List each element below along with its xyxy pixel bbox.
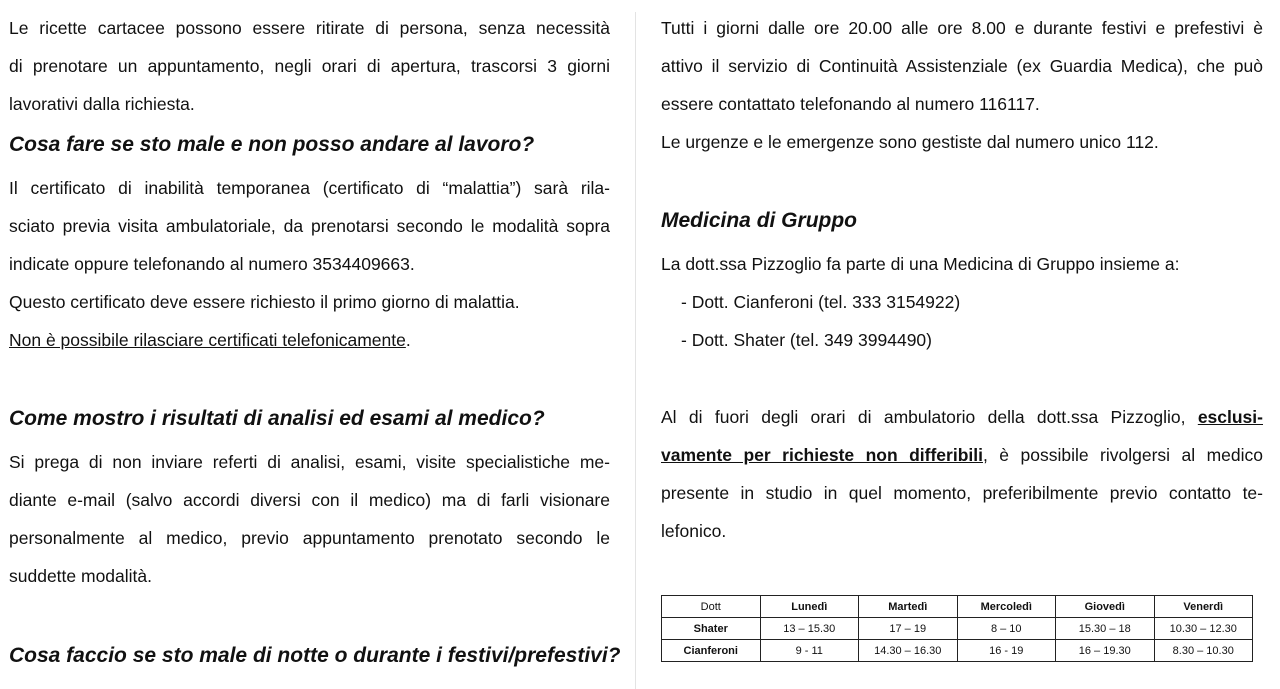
section-heading: Medicina di Gruppo (661, 209, 858, 232)
table-cell: 16 - 19 (957, 640, 1056, 662)
column-header: Martedì (859, 596, 958, 618)
table-cell: 8.30 – 10.30 (1154, 640, 1253, 662)
table-cell: 14.30 – 16.30 (859, 640, 958, 662)
punctuation: . (405, 330, 411, 350)
paragraph-line: personalmente al medico, previo appuntamento prenotato secondo le (9, 528, 610, 548)
doctor-name-cell: Cianferoni (662, 640, 761, 662)
table-cell: 9 - 11 (760, 640, 859, 662)
text-run: , è possibile rivolgersi al medico (982, 445, 1263, 465)
paragraph-line: lefonico. (661, 521, 727, 541)
text-run: Al di fuori degli orari di ambulatorio della dott.ssa Pizzoglio, (661, 407, 1186, 427)
paragraph-line: diante e-mail (salvo accordi diversi con il medico) ma di farli visionare (9, 490, 610, 510)
column-header: Giovedì (1056, 596, 1155, 618)
column-header: Dott (662, 596, 761, 618)
table-row (662, 640, 1253, 662)
section-heading: Cosa fare se sto male e non posso andare al lavoro? (9, 133, 535, 156)
table-cell: 16 – 19.30 (1056, 640, 1155, 662)
paragraph-line: suddette modalità. (9, 566, 153, 586)
underlined-note: Non è possibile rilasciare certificati telefonicamente (9, 330, 406, 350)
schedule-table (661, 595, 1253, 662)
emphasized-text: esclusi- (1197, 407, 1263, 427)
table-cell: 17 – 19 (859, 618, 958, 640)
paragraph-line (661, 436, 1263, 474)
paragraph-line: La dott.ssa Pizzoglio fa parte di una Medicina di Gruppo insieme a: (661, 254, 1180, 274)
paragraph-line: Questo certificato deve essere richiesto il primo giorno di malattia. (9, 292, 520, 312)
section-heading: Cosa faccio se sto male di notte o durante i festivi/prefestivi? (9, 644, 621, 667)
column-header: Lunedì (760, 596, 859, 618)
paragraph-line: sciato previa visita ambulatoriale, da prenotarsi secondo le modalità sopra (9, 216, 610, 236)
paragraph-line: attivo il servizio di Continuità Assistenziale (ex Guardia Medica), che può (661, 56, 1263, 76)
paragraph-line: Tutti i giorni dalle ore 20.00 alle ore 8.00 e durante festivi e prefestivi è (661, 18, 1263, 38)
table-cell: 8 – 10 (957, 618, 1056, 640)
table-cell: 10.30 – 12.30 (1154, 618, 1253, 640)
paragraph-line: di prenotare un appuntamento, negli orari di apertura, trascorsi 3 giorni (9, 56, 610, 76)
paragraph-line (661, 398, 1263, 436)
paragraph-line: Le urgenze e le emergenze sono gestiste dal numero unico 112. (661, 132, 1159, 152)
doctor-name-cell: Shater (662, 618, 761, 640)
paragraph-line: Si prega di non inviare referti di analisi, esami, visite specialistiche me- (9, 452, 610, 472)
column-header: Mercoledì (957, 596, 1056, 618)
table-cell: 13 – 15.30 (760, 618, 859, 640)
table-row (662, 618, 1253, 640)
paragraph-line: lavorativi dalla richiesta. (9, 94, 195, 114)
table-header-row (662, 596, 1253, 618)
paragraph-line (9, 321, 610, 359)
paragraph-line: Il certificato di inabilità temporanea (certificato di “malattia”) sarà rila- (9, 178, 610, 198)
paragraph-line: indicate oppure telefonando al numero 3534409663. (9, 254, 415, 274)
paragraph-line: Le ricette cartacee possono essere ritirate di persona, senza necessità (9, 18, 610, 38)
emphasized-text: vamente per richieste non differibili (661, 445, 983, 465)
column-header: Venerdì (1154, 596, 1253, 618)
table-cell: 15.30 – 18 (1056, 618, 1155, 640)
list-item: - Dott. Cianferoni (tel. 333 3154922) (681, 292, 961, 312)
paragraph-line: essere contattato telefonando al numero 116117. (661, 94, 1040, 114)
list-item: - Dott. Shater (tel. 349 3994490) (681, 330, 932, 350)
section-heading: Come mostro i risultati di analisi ed esami al medico? (9, 407, 545, 430)
paragraph-line: presente in studio in quel momento, preferibilmente previo contatto te- (661, 483, 1263, 503)
column-divider (635, 12, 636, 689)
